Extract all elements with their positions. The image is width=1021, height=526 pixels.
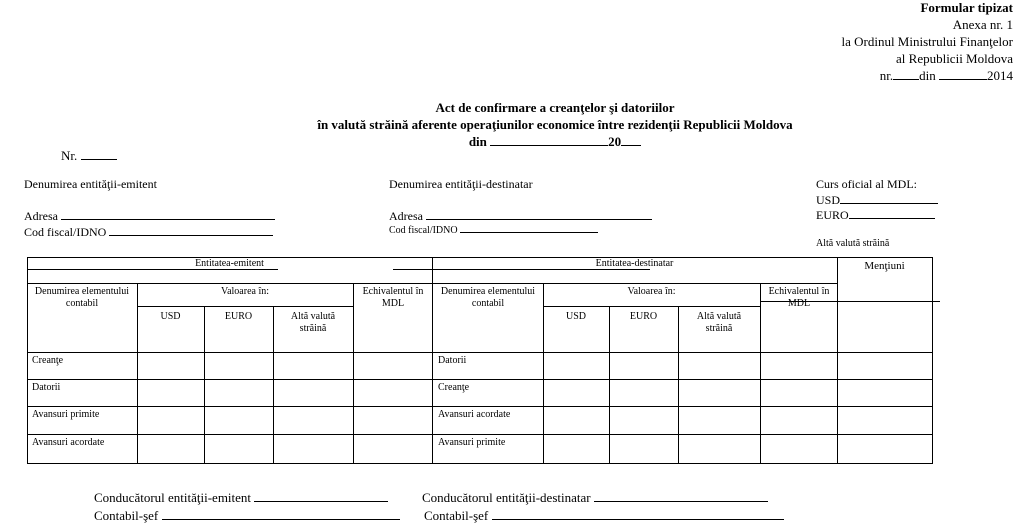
left-value-in-header: Valoarea în: — [220, 286, 270, 297]
order-line1: la Ordinul Ministrului Finanţelor — [841, 34, 1013, 49]
issuer-name-label: Denumirea entităţii-emitent — [24, 177, 157, 191]
recipient-head-signature — [422, 490, 768, 506]
table-border-bottom — [27, 463, 933, 464]
order-nr-mid: din — [919, 68, 936, 83]
left-usd-header: USD — [160, 311, 181, 322]
recipient-accountant-label: Contabil-şef — [424, 508, 489, 523]
rates-title: Curs oficial al MDL: — [816, 177, 917, 191]
order-line2: al Republicii Moldova — [896, 51, 1013, 66]
issuer-head-signature — [94, 490, 388, 506]
right-col-divider-2 — [609, 306, 610, 463]
doc-number — [61, 148, 117, 164]
recipient-fiscal-label: Cod fiscal/IDNO — [389, 225, 458, 236]
issuer-accountant-field[interactable] — [162, 508, 400, 520]
form-type-label: Formular tipizat — [920, 0, 1013, 15]
rate-other-label: Altă valută străină — [816, 238, 890, 249]
recipient-fiscal-field[interactable] — [460, 223, 598, 233]
left-row-label: Avansuri primite — [32, 409, 100, 420]
table-border-right — [932, 257, 933, 463]
doc-number-label: Nr. — [61, 148, 78, 163]
issuer-address-label: Adresa — [24, 209, 58, 223]
row-line-3 — [27, 406, 933, 407]
left-value-sub-line — [137, 306, 353, 307]
right-euro-header: EURO — [629, 311, 658, 322]
recipient-head-field[interactable] — [594, 490, 768, 502]
notes-header: Menţiuni — [864, 260, 905, 272]
left-row-label: Avansuri acordate — [32, 437, 105, 448]
recipient-group-header: Entitatea-destinatar — [595, 258, 674, 269]
order-nr-blank — [893, 68, 919, 80]
left-col-divider-3 — [273, 306, 274, 463]
issuer-fiscal — [24, 224, 273, 240]
right-col-divider-1 — [543, 283, 544, 463]
recipient-name-label: Denumirea entităţii-destinatar — [389, 177, 533, 191]
doc-number-field[interactable] — [81, 148, 117, 160]
left-col-divider-1 — [137, 283, 138, 463]
issuer-accountant-signature — [94, 508, 400, 524]
recipient-address-label: Adresa — [389, 209, 423, 223]
right-col-divider-4 — [760, 283, 761, 463]
issuer-group-header: Entitatea-emitent — [195, 258, 264, 269]
title-year-blank — [621, 134, 641, 146]
annex-label: Anexa nr. 1 — [952, 17, 1013, 32]
issuer-head-field[interactable] — [254, 490, 388, 502]
left-other-currency-header: Altă valută străină — [290, 311, 336, 334]
right-row-label: Avansuri primite — [438, 437, 506, 448]
right-equivalent-header: Echivalentul în MDL — [768, 286, 830, 309]
right-element-name-header: Denumirea elementului contabil — [440, 286, 536, 309]
issuer-address-field[interactable] — [61, 208, 275, 220]
order-date-blank — [939, 68, 987, 80]
recipient-fiscal — [389, 223, 598, 236]
table-center-divider — [432, 257, 433, 463]
left-equivalent-header: Echivalentul în MDL — [362, 286, 424, 309]
right-row-label: Avansuri acordate — [438, 409, 511, 420]
right-other-currency-header: Altă valută străină — [696, 311, 742, 334]
table-border-left — [27, 257, 28, 463]
row-line-1 — [27, 352, 933, 353]
row-line-2 — [27, 379, 933, 380]
recipient-address — [389, 208, 652, 224]
title-year-prefix: 20 — [608, 134, 622, 149]
order-year: 2014 — [987, 68, 1013, 83]
issuer-accountant-label: Contabil-şef — [94, 508, 159, 523]
order-nr-prefix: nr. — [879, 68, 894, 83]
left-col-divider-4 — [353, 283, 354, 463]
recipient-accountant-field[interactable] — [492, 508, 784, 520]
order-number-line — [880, 68, 1013, 84]
issuer-address — [24, 208, 275, 224]
recipient-address-field[interactable] — [426, 208, 652, 220]
left-col-divider-2 — [204, 306, 205, 463]
issuer-fiscal-field[interactable] — [109, 224, 273, 236]
rate-euro-field[interactable] — [849, 207, 935, 219]
left-element-name-header: Denumirea elementului contabil — [34, 286, 130, 309]
left-euro-header: EURO — [224, 311, 253, 322]
notes-divider — [837, 257, 838, 463]
right-row-label: Datorii — [438, 355, 467, 366]
recipient-accountant-signature — [424, 508, 784, 524]
right-col-divider-3 — [678, 306, 679, 463]
rate-usd — [816, 192, 938, 208]
issuer-head-label: Conducătorul entităţii-emitent — [94, 490, 252, 505]
right-usd-header: USD — [565, 311, 586, 322]
title-date-prefix: din — [468, 134, 487, 149]
title-line2: în valută străină aferente operaţiunilor economice între rezidenţii Republicii Moldova — [317, 117, 793, 132]
rate-usd-field[interactable] — [840, 192, 938, 204]
row-line-4 — [27, 434, 933, 435]
recipient-head-label: Conducătorul entităţii-destinatar — [422, 490, 591, 505]
title-line1: Act de confirmare a creanţelor şi datoriilor — [435, 100, 675, 115]
rate-euro-label: EURO — [816, 208, 849, 222]
title-date-blank — [490, 134, 608, 146]
right-row-label: Creanţe — [438, 382, 470, 393]
title-line3 — [0, 134, 1021, 150]
rate-euro — [816, 207, 935, 223]
left-row-label: Creanţe — [32, 355, 64, 366]
rate-usd-label: USD — [816, 193, 841, 207]
left-row-label: Datorii — [32, 382, 61, 393]
right-value-in-header: Valoarea în: — [627, 286, 676, 297]
issuer-fiscal-label: Cod fiscal/IDNO — [24, 225, 107, 239]
right-value-sub-line — [543, 306, 760, 307]
